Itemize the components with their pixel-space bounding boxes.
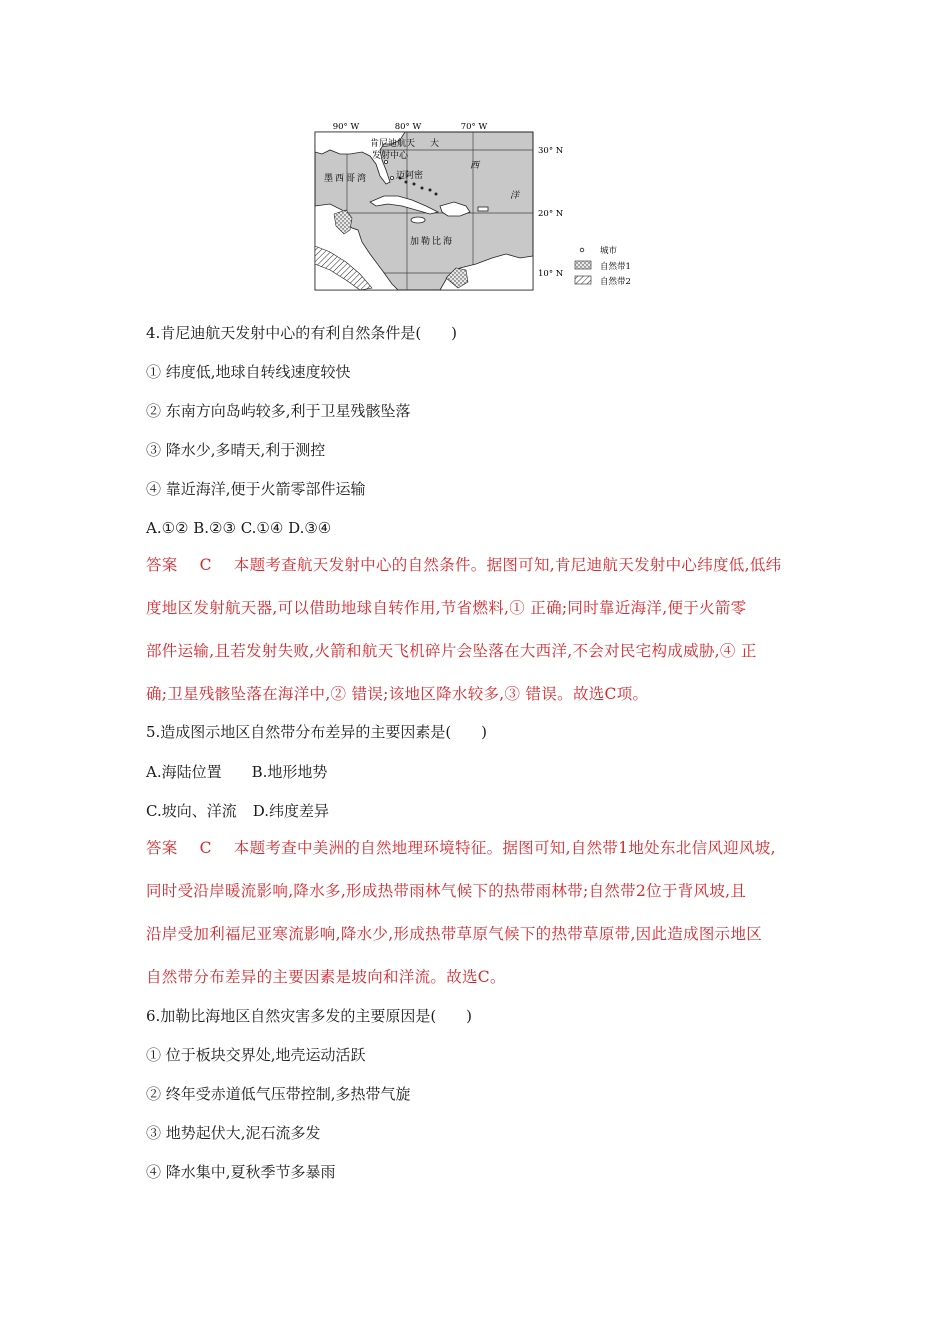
q4-item-1: ① 纬度低,地球自转线速度较快 [146, 363, 351, 381]
q4-answer-line-1 [146, 544, 806, 587]
jamaica-land [411, 217, 425, 223]
q5-stem: 5.造成图示地区自然带分布差异的主要因素是( ) [146, 723, 488, 741]
q5-option-c: C.坡向、洋流 [146, 802, 237, 820]
q5-answer [146, 827, 806, 999]
lat-label-10n: 10° N [538, 269, 564, 279]
q5-answer-tag: 答案 [146, 839, 178, 857]
ocean-label-da: 大 [430, 139, 440, 149]
q4-answer [146, 544, 806, 716]
q4-item-2: ② 东南方向岛屿较多,利于卫星残骸坠落 [146, 402, 411, 420]
q4-answer-line-4: 确;卫星残骸坠落在海洋中,② 错误;该地区降水较多,③ 错误。故选C项。 [146, 685, 649, 703]
map-figure [300, 118, 650, 298]
legend-zone2-swatch [575, 276, 591, 284]
q4-answer-line-2: 度地区发射航天器,可以借助地球自转作用,节省燃料,① 正确;同时靠近海洋,便于火箭零 [146, 599, 747, 617]
q6-item-1: ① 位于板块交界处,地壳运动活跃 [146, 1046, 366, 1064]
q6-stem: 6.加勒比海地区自然灾害多发的主要原因是( ) [146, 1007, 473, 1025]
q6-item-2: ② 终年受赤道低气压带控制,多热带气旋 [146, 1085, 411, 1103]
q5-options-row-1 [146, 762, 357, 782]
q5-answer-text-1: 本题考查中美洲的自然地理环境特征。据图可知,自然带1地处东北信风迎风坡, [233, 839, 776, 857]
q4-answer-letter: C [199, 556, 212, 574]
q5-answer-line-3: 沿岸受加利福尼亚寒流影响,降水少,形成热带草原气候下的热带草原带,因此造成图示地区 [146, 925, 763, 943]
q6-item-4: ④ 降水集中,夏秋季节多暴雨 [146, 1163, 336, 1181]
q5-option-d: D.纬度差异 [252, 802, 329, 820]
q5-option-b: B.地形地势 [251, 763, 328, 781]
q5-options-row-2 [146, 801, 359, 821]
legend-zone1-swatch [575, 261, 591, 269]
q4-item-3: ③ 降水少,多晴天,利于测控 [146, 441, 326, 459]
gulf-label: 墨西哥湾 [324, 174, 369, 184]
lat-label-20n: 20° N [538, 209, 564, 219]
q4-options: A.①② B.②③ C.①④ D.③④ [146, 519, 332, 537]
lon-label-90w: 90° W [332, 122, 360, 132]
q4-answer-tag: 答案 [146, 556, 178, 574]
q5-answer-line-1 [146, 827, 806, 870]
legend-zone2-label: 自然带2 [600, 277, 631, 287]
q4-answer-text-1: 本题考查航天发射中心的自然条件。据图可知,肯尼迪航天发射中心纬度低,低纬 [233, 556, 782, 574]
kennedy-label-1: 肯尼迪航天 [370, 139, 416, 149]
q5-option-a: A.海陆位置 [146, 763, 222, 781]
kennedy-label-2: 发射中心 [372, 151, 409, 161]
q5-answer-letter: C [199, 839, 212, 857]
caribbean-map [300, 118, 650, 298]
lat-label-30n: 30° N [538, 146, 564, 156]
q5-answer-line-2: 同时受沿岸暖流影响,降水多,形成热带雨林气候下的热带雨林带;自然带2位于背风坡,且 [146, 882, 747, 900]
ocean-label-yang: 洋 [510, 191, 520, 201]
ocean-label-xi: 西 [470, 161, 480, 171]
lon-label-70w: 70° W [460, 122, 488, 132]
puerto-rico-land [478, 207, 488, 211]
miami-label: 迈阿密 [396, 171, 424, 181]
q4-answer-line-3: 部件运输,且若发射失败,火箭和航天飞机碎片会坠落在大西洋,不会对民宅构成威胁,④ 正 [146, 642, 757, 660]
q6-item-3: ③ 地势起伏大,泥石流多发 [146, 1124, 321, 1142]
q5-answer-line-4: 自然带分布差异的主要因素是坡向和洋流。故选C。 [146, 968, 506, 986]
legend-city-symbol [580, 248, 584, 252]
lon-label-80w: 80° W [394, 122, 422, 132]
q4-item-4: ④ 靠近海洋,便于火箭零部件运输 [146, 480, 366, 498]
q4-stem: 4.肯尼迪航天发射中心的有利自然条件是( ) [146, 324, 458, 342]
miami-city-marker [390, 176, 393, 179]
caribbean-label: 加勒比海 [410, 237, 455, 247]
legend-city-label: 城市 [600, 246, 618, 256]
legend-zone1-label: 自然带1 [600, 262, 631, 272]
